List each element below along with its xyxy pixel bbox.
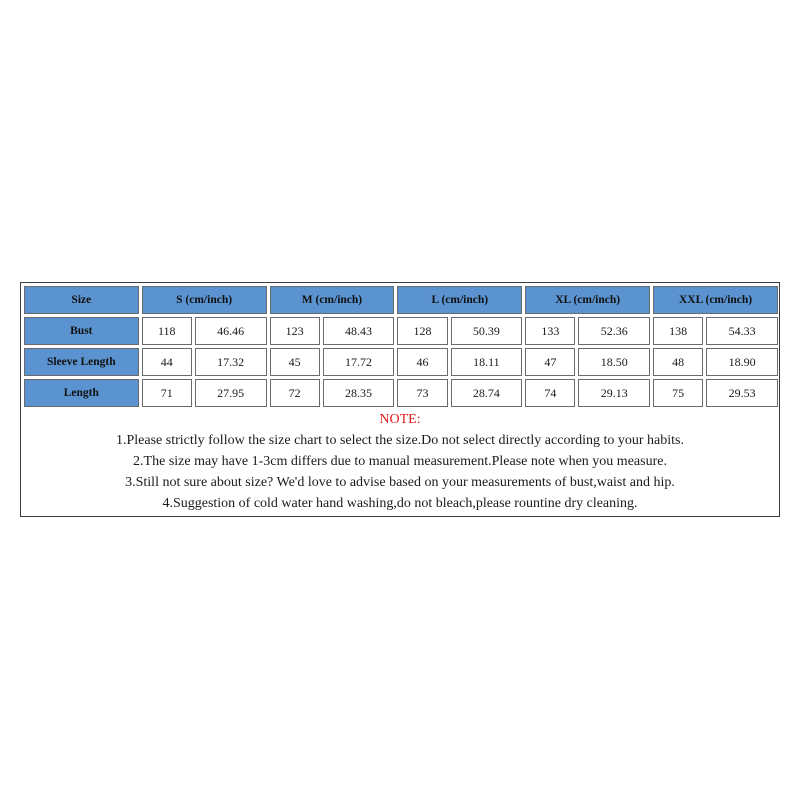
table-cell: 18.11 (451, 348, 523, 376)
size-chart (20, 282, 780, 517)
table-cell: 46.46 (195, 317, 267, 345)
size-column-header: XXL (cm/inch) (653, 286, 778, 314)
table-cell: 18.90 (706, 348, 778, 376)
note-line: 1.Please strictly follow the size chart to select the size.Do not select directly according to your habits. (116, 433, 684, 448)
size-table (21, 283, 781, 410)
note-line: 3.Still not sure about size? We'd love to advise based on your measurements of bust,waist and hip. (125, 475, 675, 490)
size-column-header: L (cm/inch) (397, 286, 522, 314)
table-cell: 29.13 (578, 379, 650, 407)
table-cell: 75 (653, 379, 703, 407)
table-row (24, 348, 778, 376)
table-cell: 28.74 (451, 379, 523, 407)
table-cell: 46 (397, 348, 447, 376)
row-label-sleeve-length: Sleeve Length (24, 348, 139, 376)
table-cell: 73 (397, 379, 447, 407)
table-cell: 48.43 (323, 317, 395, 345)
table-cell: 28.35 (323, 379, 395, 407)
row-label-length: Length (24, 379, 139, 407)
table-cell: 54.33 (706, 317, 778, 345)
table-cell: 18.50 (578, 348, 650, 376)
size-column-header: XL (cm/inch) (525, 286, 650, 314)
notes-section (21, 409, 779, 514)
table-cell: 17.32 (195, 348, 267, 376)
table-cell: 74 (525, 379, 575, 407)
table-cell: 44 (142, 348, 192, 376)
size-header-cell: Size (24, 286, 139, 314)
table-cell: 27.95 (195, 379, 267, 407)
table-row (24, 317, 778, 345)
table-cell: 128 (397, 317, 447, 345)
table-cell: 29.53 (706, 379, 778, 407)
table-cell: 45 (270, 348, 320, 376)
table-cell: 138 (653, 317, 703, 345)
note-line: 4.Suggestion of cold water hand washing,do not bleach,please rountine dry cleaning. (162, 496, 638, 511)
note-line: 2.The size may have 1-3cm differs due to manual measurement.Please note when you measure. (133, 454, 667, 469)
table-cell: 52.36 (578, 317, 650, 345)
table-cell: 50.39 (451, 317, 523, 345)
note-title: NOTE: (379, 412, 421, 427)
table-header-row (24, 286, 778, 314)
table-cell: 47 (525, 348, 575, 376)
size-column-header: S (cm/inch) (142, 286, 267, 314)
table-cell: 133 (525, 317, 575, 345)
size-column-header: M (cm/inch) (270, 286, 395, 314)
row-label-bust: Bust (24, 317, 139, 345)
table-row (24, 379, 778, 407)
table-cell: 123 (270, 317, 320, 345)
table-cell: 72 (270, 379, 320, 407)
table-cell: 71 (142, 379, 192, 407)
table-cell: 48 (653, 348, 703, 376)
table-cell: 118 (142, 317, 192, 345)
table-cell: 17.72 (323, 348, 395, 376)
